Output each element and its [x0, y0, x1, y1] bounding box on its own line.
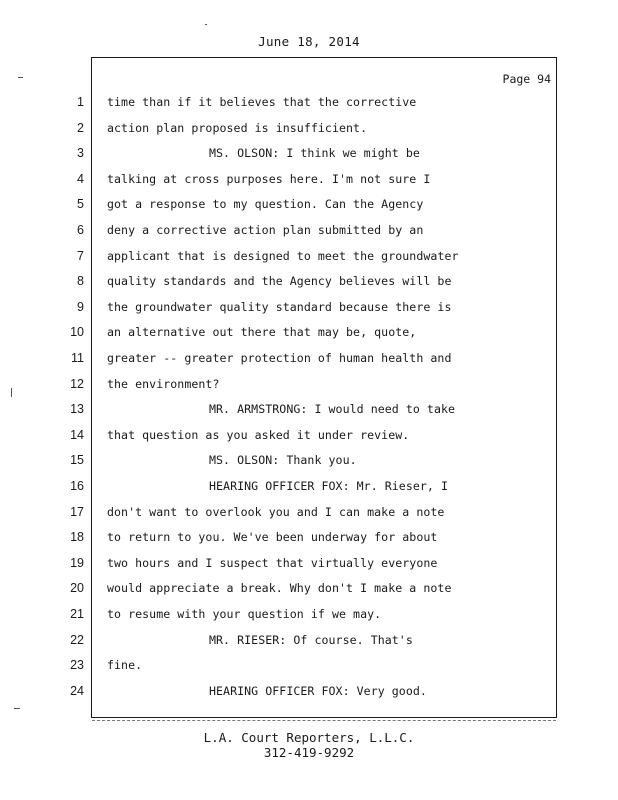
transcript-line: MR. ARMSTRONG: I would need to take: [209, 402, 456, 417]
transcript-line: to return to you. We've been underway for about: [107, 530, 438, 545]
line-number: 19: [70, 555, 84, 570]
transcript-line: fine.: [107, 658, 143, 673]
page-number: Page 94: [502, 72, 551, 86]
line-number: 6: [77, 223, 84, 237]
transcript-line: HEARING OFFICER FOX: Mr. Rieser, I: [209, 479, 449, 493]
line-number: 14: [70, 427, 84, 442]
transcript-line: got a response to my question. Can the Agency: [107, 197, 424, 212]
footer-phone: 312-419-9292: [263, 745, 355, 760]
scan-speck: [205, 24, 207, 25]
transcript-line: the groundwater quality standard because there is: [107, 299, 452, 314]
transcript-line: MS. OLSON: Thank you.: [209, 453, 357, 468]
transcript-line: an alternative out there that may be, quote,: [107, 325, 417, 340]
transcript-line: deny a corrective action plan submitted by an: [107, 223, 424, 237]
line-number: 23: [70, 658, 84, 673]
footer-company: L.A. Court Reporters, L.L.C.: [203, 730, 415, 745]
transcript-line: would appreciate a break. Why don't I make a note: [107, 581, 452, 596]
line-number: 13: [70, 402, 84, 417]
line-number: 24: [70, 683, 84, 698]
line-number: 11: [71, 351, 84, 365]
line-number: 5: [77, 197, 84, 212]
scan-speck: [11, 388, 12, 397]
line-number: 9: [77, 299, 84, 314]
line-number: 18: [70, 530, 84, 545]
line-number: 4: [77, 171, 84, 186]
line-number: 7: [77, 248, 84, 263]
transcript-line: quality standards and the Agency believes will be: [107, 274, 452, 289]
transcript-line: MR. RIESER: Of course. That's: [209, 632, 413, 647]
transcript-line: two hours and I suspect that virtually everyone: [107, 555, 438, 570]
transcript-line: to resume with your question if we may.: [107, 607, 382, 621]
line-number: 10: [70, 325, 84, 340]
transcript-line: HEARING OFFICER FOX: Very good.: [209, 683, 427, 698]
footer: [0, 730, 618, 760]
transcript-line: greater -- greater protection of human health and: [107, 351, 452, 365]
transcript-line: that question as you asked it under review.: [107, 427, 410, 442]
line-number: 15: [70, 453, 84, 468]
line-number: 20: [70, 581, 84, 596]
header-date: June 18, 2014: [258, 34, 360, 49]
transcript-line: action plan proposed is insufficient.: [107, 120, 368, 135]
transcript-line: time than if it believes that the corrective: [107, 95, 417, 109]
transcript-line: the environment?: [107, 376, 220, 391]
scan-speck: [18, 77, 23, 78]
transcript-line: MS. OLSON: I think we might be: [209, 146, 420, 161]
line-number: 22: [70, 632, 84, 647]
transcript-line: talking at cross purposes here. I'm not sure I: [107, 171, 431, 186]
line-number: 21: [70, 607, 84, 621]
line-number: 12: [70, 376, 84, 391]
line-number: 16: [70, 479, 84, 493]
line-number: 3: [77, 146, 84, 161]
line-number: 1: [77, 95, 84, 109]
transcript-line: applicant that is designed to meet the groundwater: [107, 248, 459, 263]
line-number: 17: [70, 504, 84, 519]
line-number: 2: [77, 120, 84, 135]
transcript-line: don't want to overlook you and I can make a note: [107, 504, 445, 519]
scan-speck: [14, 708, 20, 709]
line-number: 8: [77, 274, 84, 289]
